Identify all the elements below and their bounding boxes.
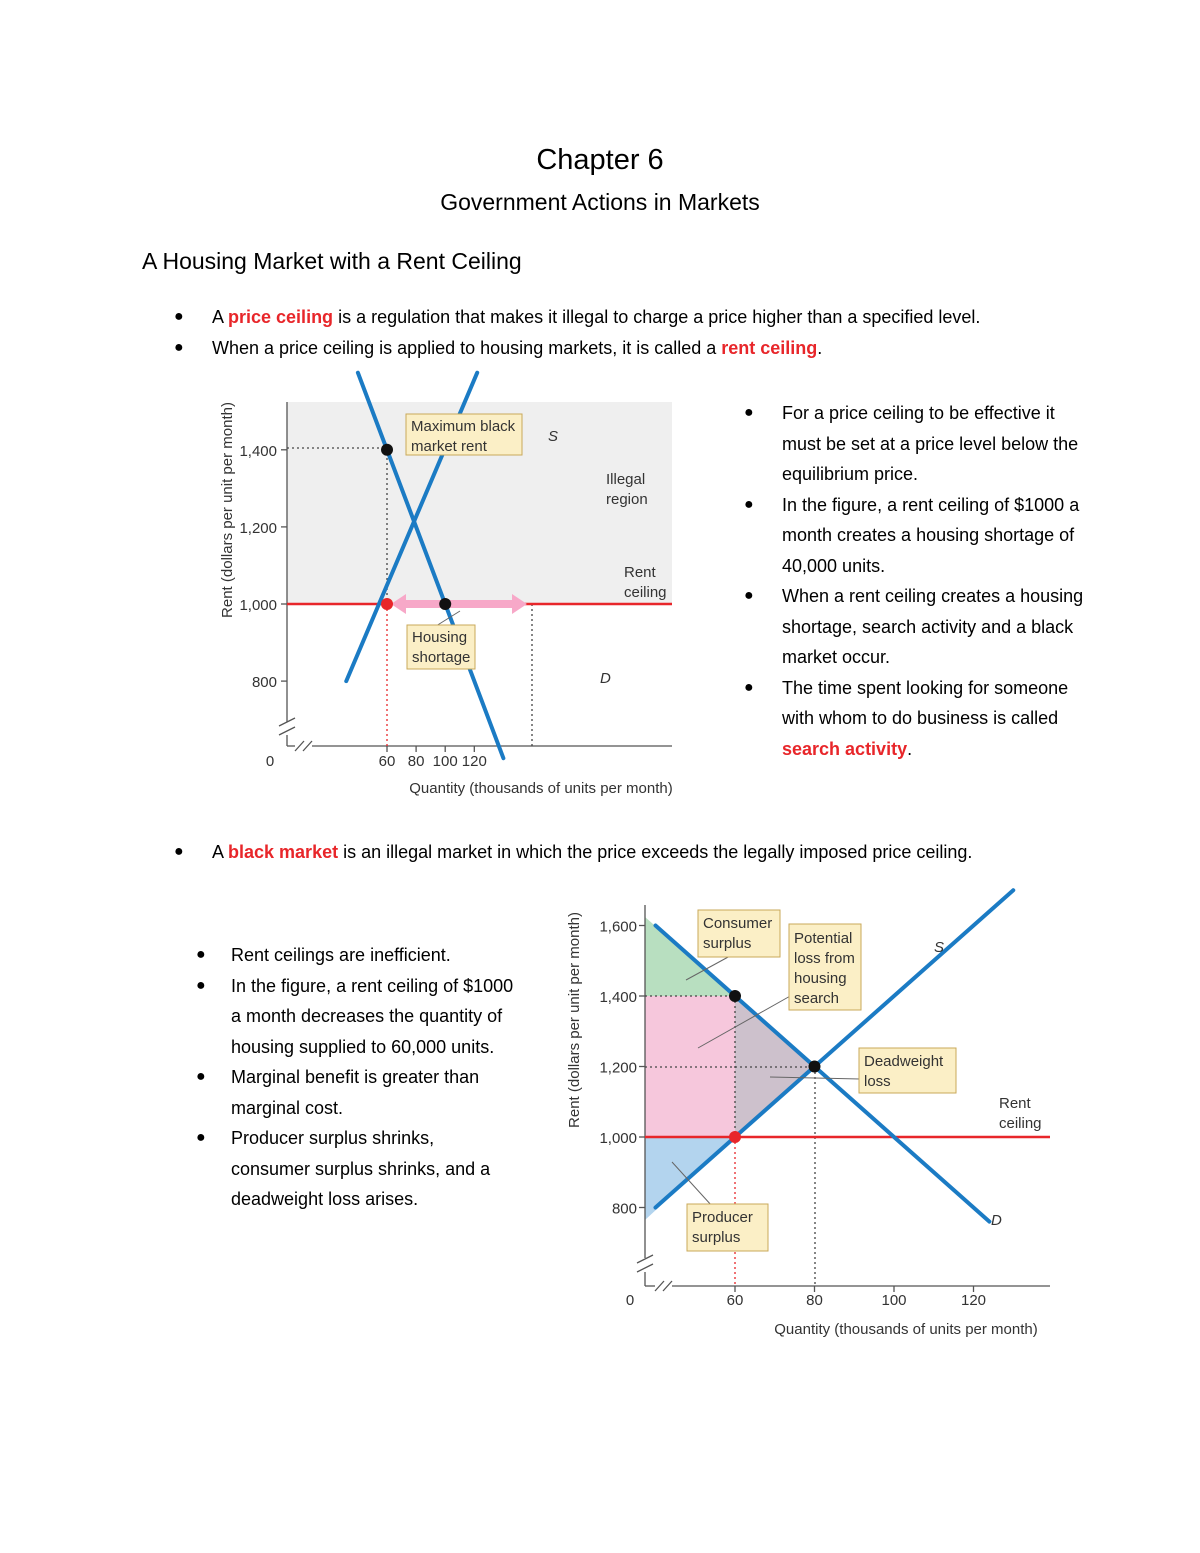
x-axis-2 (645, 1281, 1050, 1291)
demand-curve-label: D (600, 670, 611, 687)
chart-rent-ceiling-inefficiency (566, 890, 1050, 1338)
annotation-line: Maximum black (411, 418, 516, 435)
supply-curve-label: S (548, 428, 559, 445)
bullet-text: In the figure, a rent ceiling of $1000 a month creates a housing shortage of 40,000 units. (782, 494, 1080, 576)
bullet-text: A (212, 307, 229, 327)
annotation-line: ceiling (624, 584, 667, 601)
annotation-line: Rent (624, 564, 656, 581)
annotation-line: Rent (999, 1095, 1031, 1112)
bullet-dot-icon: ● (196, 946, 206, 963)
y-tick-marks-2 (599, 919, 645, 1218)
bullet-text: Marginal benefit is greater than marginal cost. (231, 1067, 480, 1118)
page-subtitle: Government Actions in Markets (440, 189, 760, 215)
y-tick-label: 1,600 (599, 918, 637, 936)
x-tick-label: 120 (960, 1292, 987, 1309)
bullet-dot-icon: ● (744, 587, 754, 604)
bullet-dot-icon: ● (174, 843, 184, 860)
annotation-max-black-market-rent (406, 414, 522, 455)
data-point (809, 1061, 821, 1073)
annotation-housing-shortage (407, 611, 475, 669)
bullet-text: A (212, 842, 229, 862)
x-tick-label: 60 (378, 753, 396, 770)
bullet-text: Rent ceilings are inefficient. (231, 945, 451, 965)
x-tick-label: 100 (881, 1292, 907, 1309)
data-point (729, 1131, 741, 1143)
annotation-line: Consumer (703, 915, 773, 932)
bullet-text: When a rent ceiling creates a housing shortage, search activity and a black market occur. (782, 586, 1084, 667)
demand-curve-label: D (991, 1212, 1002, 1229)
annotation-line: loss from (794, 950, 855, 967)
bullet-dot-icon: ● (744, 404, 754, 421)
data-point (381, 444, 393, 456)
y-tick-label: 1,400 (599, 989, 637, 1006)
bullet-dot-icon: ● (196, 1129, 206, 1146)
annotation-line: shortage (412, 649, 471, 666)
bullet-dot-icon: ● (196, 1068, 206, 1085)
annotation-line: housing (794, 970, 847, 987)
y-tick-label: 800 (611, 1200, 637, 1218)
annotation-line: region (606, 491, 648, 508)
x-tick-marks-1 (266, 746, 487, 770)
y-axis-label: Rent (dollars per unit per month) (219, 402, 236, 618)
y-tick-label: 800 (251, 674, 277, 692)
y-axis-label: Rent (dollars per unit per month) (566, 912, 583, 1128)
key-term: price ceiling (228, 307, 334, 327)
x-tick-label: 0 (265, 753, 275, 770)
annotation-line: Illegal (606, 471, 646, 488)
bullet-dot-icon: ● (174, 339, 184, 356)
x-tick-label: 0 (625, 1292, 635, 1309)
annotation-line: surplus (703, 935, 752, 952)
bullet-dot-icon: ● (196, 976, 206, 994)
bullet-text: For a price ceiling to be effective it must be set at a price level below the equilibrium price. (782, 403, 1079, 484)
page-title: Chapter 6 (536, 144, 664, 176)
key-term: rent ceiling (721, 338, 818, 358)
x-tick-label: 100 (432, 753, 458, 770)
data-point (381, 598, 393, 610)
bullet-text: Producer surplus shrinks, consumer surplus shrinks, and a deadweight loss arises. (231, 1128, 491, 1209)
annotation-line: Potential (794, 930, 853, 947)
annotation-line: ceiling (999, 1115, 1042, 1132)
rent-ceiling-label-2 (999, 1095, 1042, 1132)
section-heading: A Housing Market with a Rent Ceiling (142, 248, 522, 274)
data-point (439, 598, 451, 610)
x-tick-label: 60 (726, 1292, 744, 1309)
y-tick-label: 1,400 (239, 442, 277, 460)
annotation-line: market rent (411, 438, 487, 455)
y-tick-label: 1,000 (599, 1130, 637, 1147)
bullet-text: In the figure, a rent ceiling of $1000 a month decreases the quantity of housing supplied to 60,000 units. (231, 975, 514, 1057)
x-tick-marks-2 (626, 1286, 986, 1309)
supply-curve-label: S (934, 939, 945, 956)
key-term: black market (228, 842, 339, 862)
y-tick-label: 1,200 (239, 519, 277, 537)
bullet-dot-icon: ● (744, 678, 754, 696)
x-axis-label: Quantity (thousands of units per month) (774, 1321, 1038, 1338)
key-term: search activity (782, 738, 908, 759)
data-point (729, 990, 741, 1002)
annotation-line: Producer (692, 1209, 753, 1226)
bullet-text: . (817, 338, 823, 358)
annotation-line: Deadweight (864, 1053, 944, 1070)
bullet-text: is a regulation that makes it illegal to charge a price higher than a specified level. (333, 307, 981, 327)
bullet-dot-icon: ● (174, 308, 184, 325)
bullet-text: The time spent looking for someone with whom to do business is called (782, 677, 1069, 728)
x-axis-label: Quantity (thousands of units per month) (409, 780, 673, 797)
bullet-text: When a price ceiling is applied to housing markets, it is called a (212, 338, 722, 358)
y-tick-label: 1,000 (239, 597, 277, 614)
annotation-line: search (794, 990, 840, 1007)
x-axis-1 (287, 741, 672, 751)
bullet-text: . (907, 738, 913, 759)
bullet-text: is an illegal market in which the price exceeds the legally imposed price ceiling. (338, 842, 973, 862)
chart-rent-ceiling (219, 373, 673, 797)
y-tick-label: 1,200 (599, 1059, 637, 1077)
annotation-line: surplus (692, 1229, 741, 1246)
bullet-dot-icon: ● (744, 495, 754, 513)
x-tick-label: 80 (806, 1292, 823, 1309)
x-tick-label: 80 (407, 753, 425, 770)
x-tick-label: 120 (461, 753, 487, 770)
annotation-line: loss (864, 1073, 891, 1090)
y-tick-marks-1 (239, 443, 287, 691)
annotation-line: Housing (412, 629, 468, 646)
